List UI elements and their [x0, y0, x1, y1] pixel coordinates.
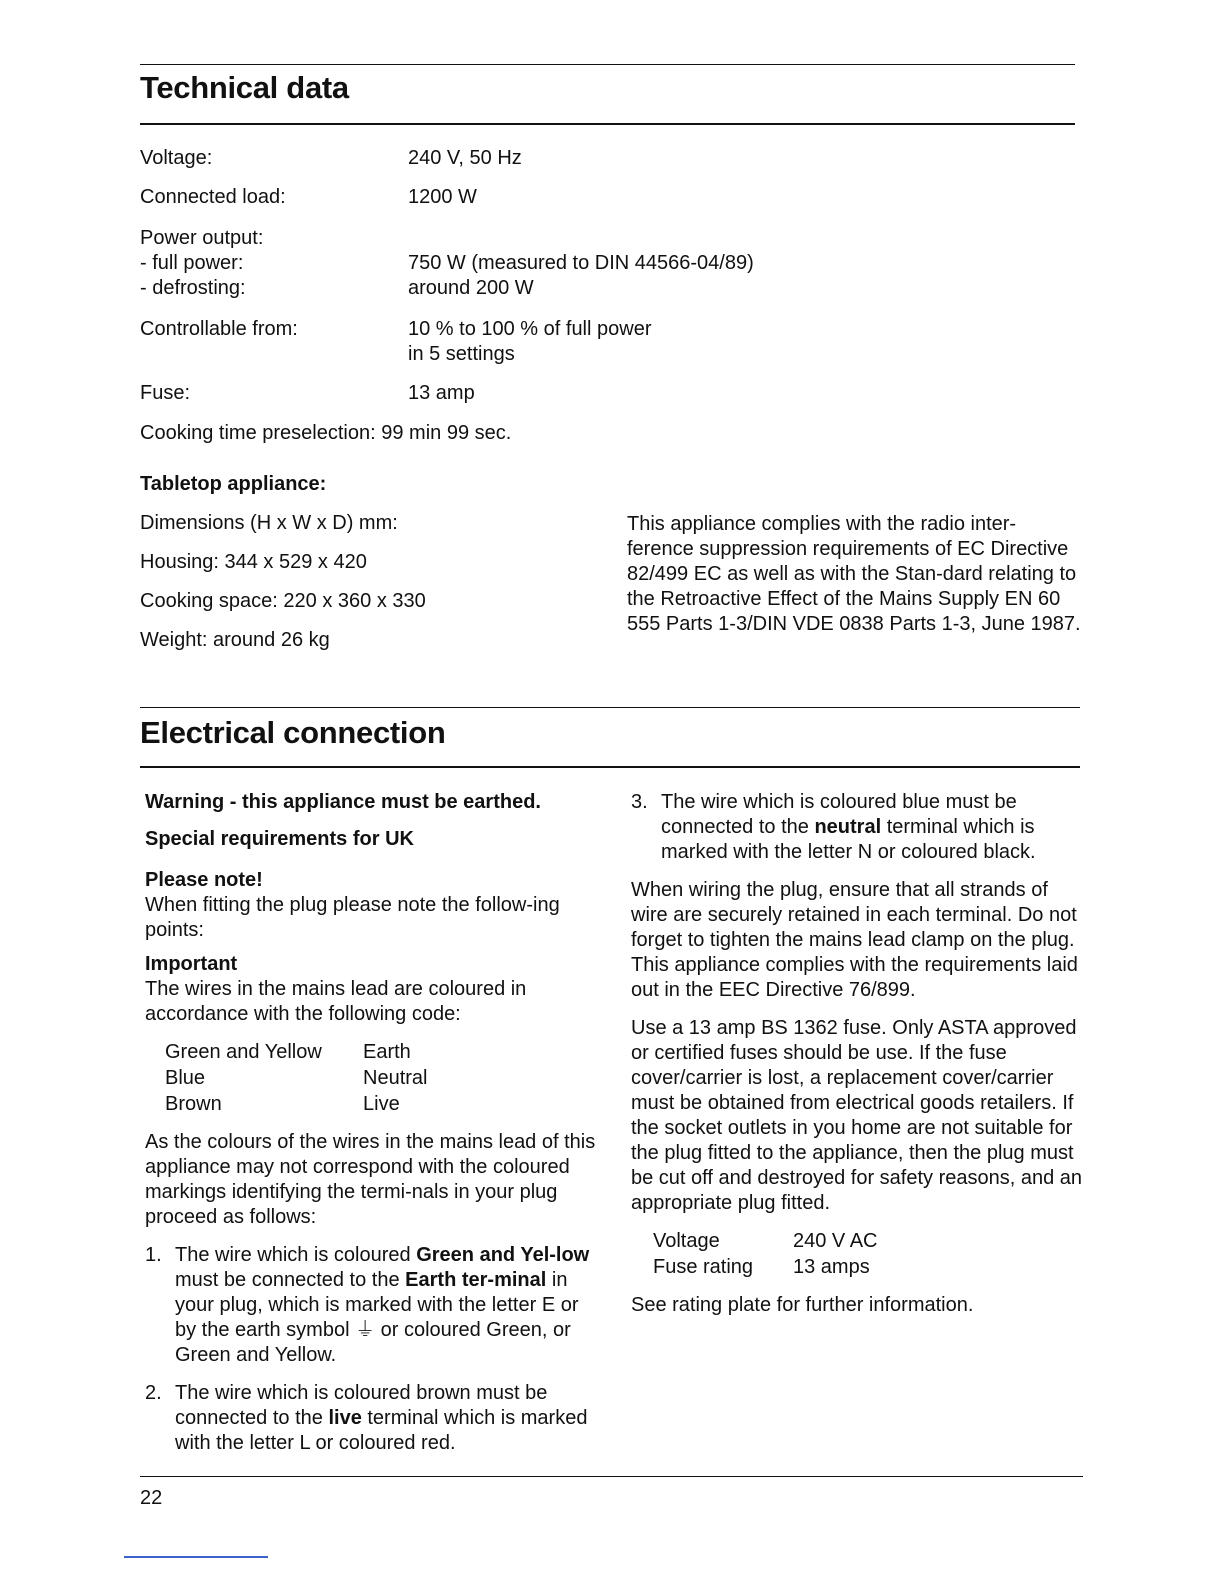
code-row [165, 1039, 427, 1065]
fuse-value: 13 amp [408, 382, 475, 404]
controllable-value-2: in 5 settings [408, 343, 515, 365]
fitting-note: When fitting the plug please note the follow-ing points: [145, 894, 560, 941]
earth-warning: Warning - this appliance must be earthed. [145, 791, 541, 813]
rating-value: 13 amps [793, 1256, 870, 1278]
compliance-paragraph: This appliance complies with the radio inter-ference suppression requirements of EC Directive 82/499 EC as well as with the Stan-dard relating to the Retroactive Effect of the Mains Supply EN 60 555 Parts 1-3/DIN VDE 0838 Parts 1-3, June 1987. [627, 513, 1081, 635]
footer-underline [124, 1556, 268, 1558]
list-emphasis: Earth ter-minal [405, 1269, 547, 1291]
technical-title-rule [140, 123, 1075, 125]
tabletop-heading: Tabletop appliance: [140, 473, 327, 495]
rating-label: Fuse rating [653, 1256, 754, 1278]
controllable-value-1: 10 % to 100 % of full power [408, 318, 652, 340]
important-heading: Important [145, 953, 238, 975]
list-item-2 [145, 1381, 605, 1456]
list-text: must be connected to the [175, 1269, 406, 1291]
weight: Weight: around 26 kg [140, 629, 330, 651]
special-requirements-uk: Special requirements for UK [145, 828, 414, 850]
list-text: The wire which is coloured blue must be connected to the [661, 791, 1017, 838]
rating-label: Voltage [653, 1230, 720, 1252]
code-row [165, 1091, 427, 1117]
code-meaning: Live [363, 1093, 400, 1115]
voltage-value: 240 V, 50 Hz [408, 147, 522, 169]
connected-load-label: Connected load: [140, 186, 286, 208]
list-number: 2. [145, 1382, 162, 1404]
wires-intro: The wires in the mains lead are coloured in accordance with the following code: [145, 978, 527, 1025]
page-number: 22 [140, 1487, 163, 1509]
electrical-connection-title: Electrical connection [140, 715, 446, 750]
colour-mismatch-paragraph: As the colours of the wires in the mains lead of this appliance may not correspond with the coloured markings identifying the termi-nals in your plug proceed as follows: [145, 1131, 596, 1228]
code-colour: Green and Yellow [165, 1041, 322, 1063]
please-note-heading: Please note! [145, 869, 263, 891]
fuse-label: Fuse: [140, 382, 191, 404]
full-power-value: 750 W (measured to DIN 44566-04/89) [408, 252, 754, 274]
code-colour: Brown [165, 1093, 222, 1115]
list-text: The wire which is coloured brown must be connected to the [175, 1382, 548, 1429]
list-emphasis: Green and Yel-low [416, 1244, 590, 1266]
rating-value: 240 V AC [793, 1230, 878, 1252]
housing-dimensions: Housing: 344 x 529 x 420 [140, 551, 367, 573]
wiring-paragraph: When wiring the plug, ensure that all strands of wire are securely retained in each terminal. Do not forget to tighten the mains lead clamp on the plug. This appliance complies with the requirements laid out in the EEC Directive 76/899. [631, 879, 1078, 1001]
controllable-label: Controllable from: [140, 318, 298, 340]
list-number: 3. [631, 791, 648, 813]
list-text: terminal which is marked with the letter N or coloured black. [661, 816, 1036, 863]
list-item-3 [631, 790, 1083, 865]
list-text: terminal which is marked with the letter L or coloured red. [175, 1407, 588, 1454]
list-number: 1. [145, 1244, 162, 1266]
cooking-space-dimensions: Cooking space: 220 x 360 x 330 [140, 590, 426, 612]
electrical-title-rule [140, 766, 1080, 768]
technical-data-title: Technical data [140, 70, 349, 105]
full-power-label: - full power: [140, 252, 244, 274]
rating-table [653, 1228, 878, 1280]
code-meaning: Earth [363, 1041, 411, 1063]
rating-row [653, 1254, 878, 1280]
list-text: The wire which is coloured [175, 1244, 417, 1266]
cooking-time-preselection: Cooking time preselection: 99 min 99 sec. [140, 422, 512, 444]
dimensions-label: Dimensions (H x W x D) mm: [140, 512, 398, 534]
connected-load-value: 1200 W [408, 186, 477, 208]
electrical-right-column [631, 790, 1083, 1318]
power-output-label: Power output: [140, 227, 264, 249]
wire-colour-code [165, 1039, 427, 1117]
list-text: in your plug, which is marked with the letter E or by the earth symbol ⏚ or coloured Green, or Green and Yellow. [175, 1269, 579, 1366]
rating-row [653, 1228, 878, 1254]
see-rating-plate: See rating plate for further information. [631, 1294, 974, 1316]
top-rule [140, 64, 1075, 65]
code-colour: Blue [165, 1067, 206, 1089]
footer-rule [140, 1476, 1083, 1477]
list-item-1 [145, 1243, 605, 1368]
electrical-left-column [145, 790, 605, 1456]
fuse-paragraph: Use a 13 amp BS 1362 fuse. Only ASTA approved or certified fuses should be use. If the fuse cover/carrier is lost, a replacement cover/carrier must be obtained from electrical goods retailers. If the socket outlets in you home are not suitable for the plug fitted to the appliance, then the plug must be cut off and destroyed for safety reasons, and an appropriate plug fitted. [631, 1017, 1083, 1214]
defrosting-value: around 200 W [408, 277, 534, 299]
code-row [165, 1065, 427, 1091]
code-meaning: Neutral [363, 1067, 428, 1089]
defrosting-label: - defrosting: [140, 277, 246, 299]
electrical-top-rule [140, 707, 1080, 708]
list-emphasis: neutral [814, 816, 882, 838]
voltage-label: Voltage: [140, 147, 213, 169]
list-emphasis: live [328, 1407, 362, 1429]
